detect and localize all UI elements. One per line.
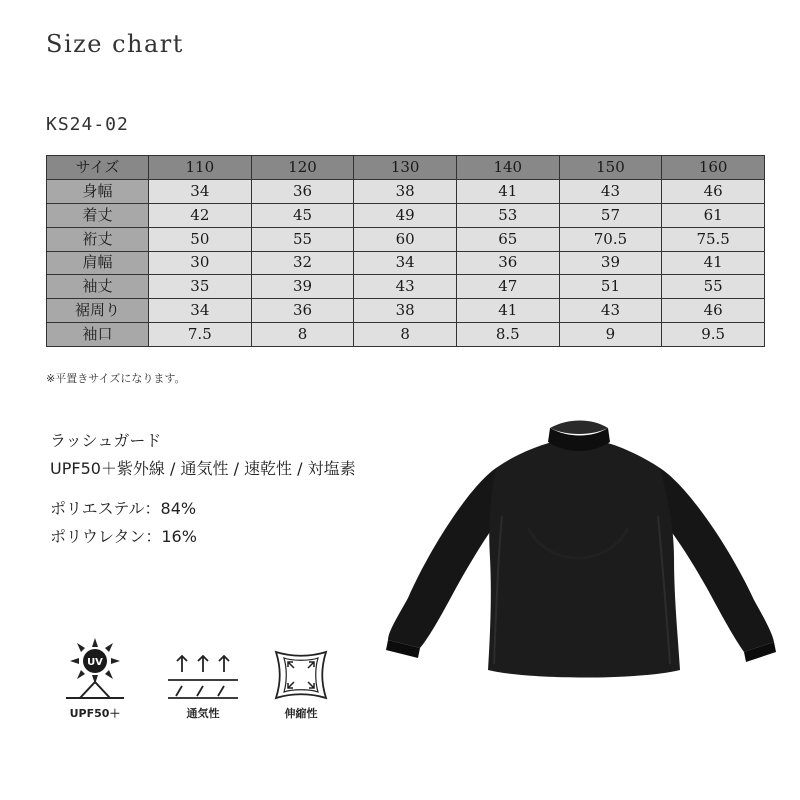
table-row [47,323,765,347]
table-cell: 57 [559,203,662,227]
upf-label: UPF50＋ [69,707,121,720]
table-cell: 43 [559,299,662,323]
table-cell: 43 [559,179,662,203]
product-code: KS24-02 [46,114,129,135]
table-cell: 30 [149,251,252,275]
ventilation-arrows-icon [166,652,240,700]
table-cell: 55 [251,227,354,251]
table-cell: 9.5 [662,323,765,347]
table-cell: 43 [354,275,457,299]
table-cell: 46 [662,179,765,203]
table-cell: 36 [251,299,354,323]
table-cell: 34 [149,299,252,323]
table-cell: 32 [251,251,354,275]
table-row [47,251,765,275]
table-row [47,179,765,203]
row-label: 身幅 [47,179,149,203]
table-cell: 34 [354,251,457,275]
size-header-cell: 120 [251,156,354,180]
table-cell: 60 [354,227,457,251]
table-cell: 50 [149,227,252,251]
table-cell: 36 [456,251,559,275]
stretch-arrows-icon [272,648,330,702]
row-label: 袖口 [47,323,149,347]
table-cell: 38 [354,179,457,203]
table-cell: 8 [354,323,457,347]
table-cell: 9 [559,323,662,347]
row-label: 袖丈 [47,275,149,299]
table-cell: 39 [251,275,354,299]
uv-sun-icon [62,636,128,704]
table-cell: 51 [559,275,662,299]
table-cell: 70.5 [559,227,662,251]
table-row [47,299,765,323]
table-row [47,275,765,299]
table-cell: 8 [251,323,354,347]
size-header-cell: 130 [354,156,457,180]
stretch-label: 伸縮性 [284,707,318,720]
table-cell: 41 [456,299,559,323]
material-line: ポリエステル：84% [50,499,197,518]
feature-list: UPF50＋紫外線 / 通気性 / 速乾性 / 対塩素 [50,459,356,478]
table-cell: 7.5 [149,323,252,347]
page-title: Size chart [46,30,184,58]
table-cell: 41 [662,251,765,275]
flat-measurement-note: ※平置きサイズになります。 [46,372,186,385]
table-cell: 75.5 [662,227,765,251]
table-cell: 39 [559,251,662,275]
table-cell: 47 [456,275,559,299]
size-header-cell: 160 [662,156,765,180]
uv-badge: UV [87,657,103,668]
table-row [47,227,765,251]
table-cell: 55 [662,275,765,299]
row-label: 肩幅 [47,251,149,275]
rash-guard-image [378,408,778,708]
table-cell: 34 [149,179,252,203]
row-label: 裄丈 [47,227,149,251]
size-header-cell: 110 [149,156,252,180]
size-table-header-row [47,156,765,180]
size-header-cell: 150 [559,156,662,180]
product-name: ラッシュガード [50,431,162,450]
table-cell: 41 [456,179,559,203]
row-label: 裾周り [47,299,149,323]
table-cell: 65 [456,227,559,251]
table-row [47,203,765,227]
table-cell: 45 [251,203,354,227]
table-cell: 8.5 [456,323,559,347]
size-header-cell: 140 [456,156,559,180]
table-cell: 46 [662,299,765,323]
table-cell: 35 [149,275,252,299]
table-cell: 53 [456,203,559,227]
table-cell: 38 [354,299,457,323]
table-cell: 42 [149,203,252,227]
size-table [46,155,765,347]
ventilation-label: 通気性 [186,707,220,720]
material-line: ポリウレタン：16% [50,527,197,546]
table-cell: 61 [662,203,765,227]
size-header-label: サイズ [47,156,149,180]
table-cell: 49 [354,203,457,227]
row-label: 着丈 [47,203,149,227]
table-cell: 36 [251,179,354,203]
